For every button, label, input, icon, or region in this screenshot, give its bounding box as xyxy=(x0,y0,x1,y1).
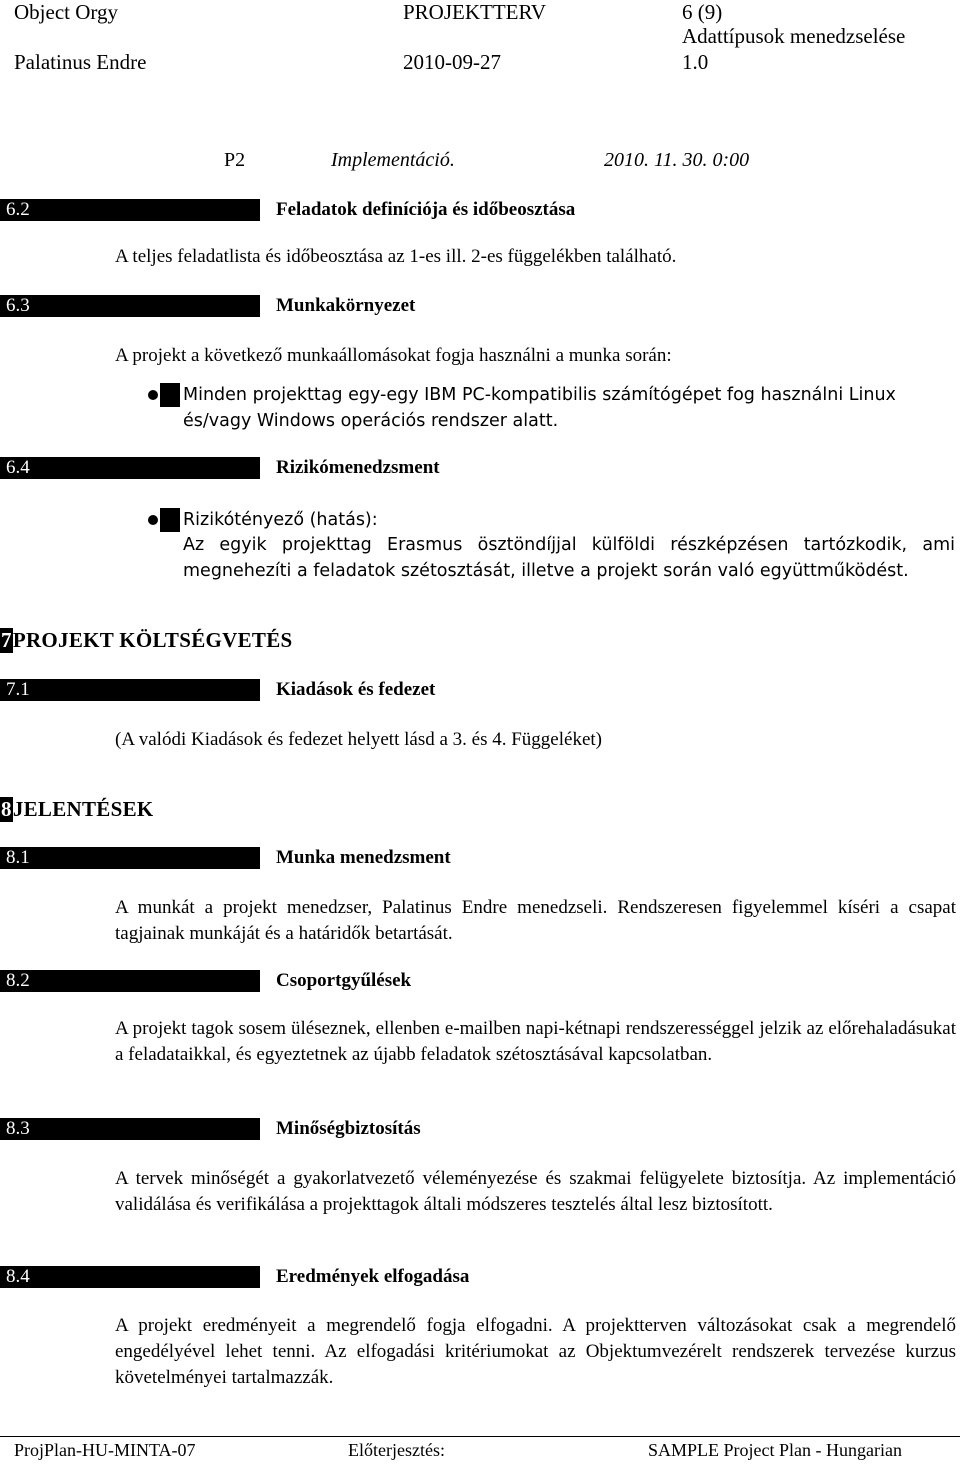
bullet-text-6-3-line1: Minden projekttag egy-egy IBM PC-kompatibilis számítógépet fog használni Linux xyxy=(183,385,896,405)
section-text-8-3: A tervek minőségét a gyakorlatvezető véleményezése és szakmai felügyelete biztosítja. Az implementáció validálása és verifikálása a projekttagok általi módszeres tesztelés által lesz biztosított. xyxy=(115,1168,956,1215)
header-company: Object Orgy xyxy=(14,0,119,24)
footer-prepared: Előterjesztés: xyxy=(348,1440,445,1460)
section-title-8-1: Munka menedzsment xyxy=(276,847,451,868)
section-number-7-1: 7.1 xyxy=(0,679,260,701)
milestone-id: P2 xyxy=(224,149,246,171)
header-author: Palatinus Endre xyxy=(14,50,147,74)
header-subject: Adattípusok menedzselése xyxy=(682,24,906,48)
header-date: 2010-09-27 xyxy=(403,50,501,74)
bullet-text-6-4: Az egyik projekttag Erasmus ösztöndíjjal külföldi részképzésen tartózkodik, ami megnehezíti a feladatok szétosztását, illetve a projekt során való együttműködést. xyxy=(183,535,955,581)
section-number-8-4: 8.4 xyxy=(0,1266,260,1288)
section-number-6-4: 6.4 xyxy=(0,457,260,479)
footer-rule xyxy=(0,1436,960,1437)
header-doc-type: PROJEKTTERV xyxy=(403,0,546,24)
bullet-head-6-4: Rizikótényező (hatás): xyxy=(183,510,378,530)
section-intro-6-3: A projekt a következő munkaállomásokat fogja használni a munka során: xyxy=(115,345,672,366)
section-number-8-3: 8.3 xyxy=(0,1118,260,1140)
section-title-8-2: Csoportgyűlések xyxy=(276,970,412,991)
bullet-marker xyxy=(160,383,180,407)
section-title-6-2: Feladatok definíciója és időbeosztása xyxy=(276,199,576,220)
section-number-8-2: 8.2 xyxy=(0,970,260,992)
section-text-7-1: (A valódi Kiadások és fedezet helyett lásd a 3. és 4. Függeléket) xyxy=(115,729,602,750)
section-text-8-1: A munkát a projekt menedzser, Palatinus Endre menedzseli. Rendszeresen figyelemmel kíséri a csapat tagjainak munkáját és a határidők betartását. xyxy=(115,897,956,944)
section-title-8-4: Eredmények elfogadása xyxy=(276,1266,470,1287)
milestone-name: Implementáció. xyxy=(331,149,455,171)
header-page: 6 (9) xyxy=(682,0,723,24)
bullet-dot xyxy=(148,515,158,525)
section-number-8-1: 8.1 xyxy=(0,847,260,869)
section-number-6-3: 6.3 xyxy=(0,295,260,317)
chapter-title-7: PROJEKT KÖLTSÉGVETÉS xyxy=(12,628,293,652)
bullet-dot xyxy=(148,390,158,400)
section-title-8-3: Minőségbiztosítás xyxy=(276,1118,421,1139)
section-number-6-2: 6.2 xyxy=(0,199,260,221)
bullet-marker xyxy=(160,508,180,532)
footer-doc-id: ProjPlan-HU-MINTA-07 xyxy=(14,1440,196,1460)
section-text-8-4: A projekt eredményeit a megrendelő fogja elfogadni. A projektterven változásokat csak a megrendelő engedélyével lehet tenni. Az elfogadási kritériumokat az Objektumvezérelt rendszerek tervezése kurzus követelményei tartalmazzák. xyxy=(115,1315,956,1388)
milestone-date: 2010. 11. 30. 0:00 xyxy=(604,149,750,171)
section-text-8-2: A projekt tagok sosem üléseznek, ellenben e-mailben napi-kétnapi rendszerességgel jelzik az előrehaladásukat a feladataikkal, és egyeztetnek az újabb feladatok szétosztásával kapcsolatban. xyxy=(115,1018,956,1065)
chapter-heading-7 xyxy=(0,628,293,653)
chapter-heading-8 xyxy=(0,797,154,822)
chapter-number-8: 8 xyxy=(1,797,12,821)
bullet-text-6-3-line2: és/vagy Windows operációs rendszer alatt. xyxy=(183,411,559,431)
section-title-7-1: Kiadások és fedezet xyxy=(276,679,436,700)
chapter-number-7: 7 xyxy=(1,628,12,652)
header-version: 1.0 xyxy=(682,50,709,74)
section-text-6-2: A teljes feladatlista és időbeosztása az 1-es ill. 2-es függelékben található. xyxy=(115,246,677,267)
footer-template: SAMPLE Project Plan - Hungarian xyxy=(648,1440,902,1460)
section-title-6-4: Rizikómenedzsment xyxy=(276,457,440,478)
section-title-6-3: Munkakörnyezet xyxy=(276,295,416,316)
chapter-title-8: JELENTÉSEK xyxy=(12,797,154,821)
